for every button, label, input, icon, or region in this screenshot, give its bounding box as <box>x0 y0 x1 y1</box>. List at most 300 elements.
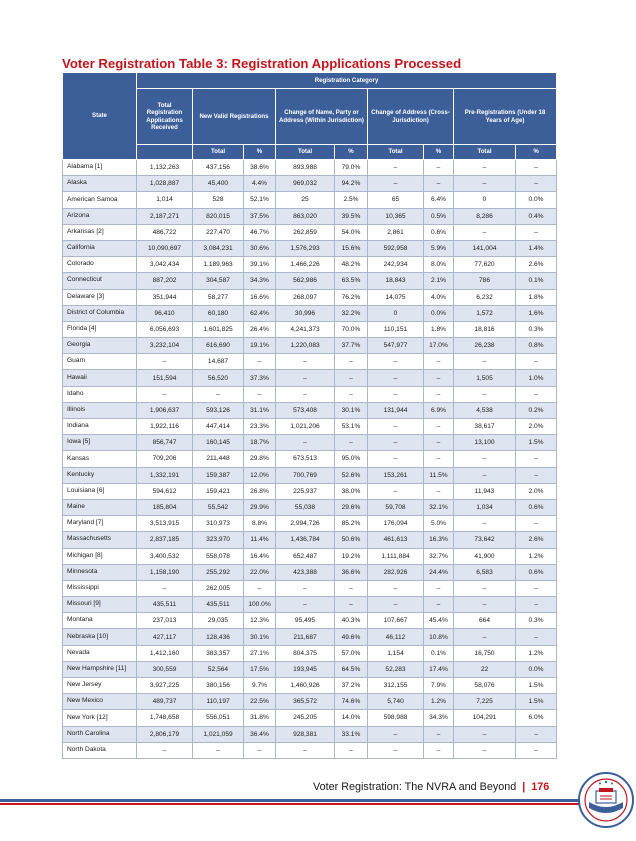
state-name-cell: Florida [4] <box>63 321 137 337</box>
state-name-cell: Guam <box>63 354 137 370</box>
value-cell: 0.2% <box>516 402 557 418</box>
value-cell: – <box>368 370 424 386</box>
value-cell: 76.2% <box>335 289 368 305</box>
value-cell: 12.3% <box>244 613 276 629</box>
value-cell: 22 <box>454 661 516 677</box>
value-cell: 5.0% <box>424 516 454 532</box>
value-cell: 820,015 <box>193 208 244 224</box>
table-row <box>63 499 557 515</box>
value-cell: 486,722 <box>137 224 193 240</box>
value-cell: – <box>516 354 557 370</box>
value-cell: 282,926 <box>368 564 424 580</box>
value-cell: 489,737 <box>137 694 193 710</box>
value-cell: 0.6% <box>516 499 557 515</box>
value-cell: – <box>516 451 557 467</box>
value-cell: 37.7% <box>335 338 368 354</box>
value-cell: 427,117 <box>137 629 193 645</box>
value-cell: – <box>424 597 454 613</box>
value-cell: 856,747 <box>137 435 193 451</box>
value-cell: 1.4% <box>516 240 557 256</box>
value-cell: 38.0% <box>335 483 368 499</box>
state-name-cell: District of Columbia <box>63 305 137 321</box>
value-cell: 19.1% <box>244 338 276 354</box>
value-cell: 1,021,206 <box>276 419 335 435</box>
value-cell: – <box>137 386 193 402</box>
value-cell: 558,078 <box>193 548 244 564</box>
value-cell: 39.5% <box>335 208 368 224</box>
value-cell: 1,576,293 <box>276 240 335 256</box>
value-cell: – <box>424 176 454 192</box>
value-cell: 1,111,884 <box>368 548 424 564</box>
state-name-cell: North Carolina <box>63 726 137 742</box>
subheader-change-pct: % <box>335 145 368 160</box>
value-cell: 262,859 <box>276 224 335 240</box>
table-row <box>63 419 557 435</box>
table-row <box>63 597 557 613</box>
table-row <box>63 467 557 483</box>
value-cell: 37.2% <box>335 678 368 694</box>
value-cell: – <box>454 516 516 532</box>
table-row <box>63 564 557 580</box>
table-row <box>63 548 557 564</box>
value-cell: 437,156 <box>193 160 244 176</box>
value-cell: 1.2% <box>424 694 454 710</box>
value-cell: 0.6% <box>516 564 557 580</box>
value-cell: 0.0% <box>516 192 557 208</box>
header-change-name: Change of Name, Party or Address (Within Jurisdiction) <box>276 89 368 145</box>
state-name-cell: Alabama [1] <box>63 160 137 176</box>
value-cell: – <box>454 160 516 176</box>
value-cell: 185,804 <box>137 499 193 515</box>
value-cell: 5,740 <box>368 694 424 710</box>
value-cell: 63.5% <box>335 273 368 289</box>
value-cell: 1.2% <box>516 548 557 564</box>
state-name-cell: Minnesota <box>63 564 137 580</box>
value-cell: 310,973 <box>193 516 244 532</box>
value-cell: 1.5% <box>516 435 557 451</box>
value-cell: – <box>276 435 335 451</box>
subheader-change-total: Total <box>276 145 335 160</box>
value-cell: – <box>368 176 424 192</box>
value-cell: 6.9% <box>424 402 454 418</box>
value-cell: 27.1% <box>244 645 276 661</box>
value-cell: 1.0% <box>516 370 557 386</box>
state-name-cell: Arizona <box>63 208 137 224</box>
value-cell: 32.1% <box>424 499 454 515</box>
value-cell: – <box>424 483 454 499</box>
value-cell: 1.8% <box>516 289 557 305</box>
value-cell: 1,014 <box>137 192 193 208</box>
table-row <box>63 483 557 499</box>
value-cell: 6,056,693 <box>137 321 193 337</box>
registration-table <box>62 72 557 759</box>
value-cell: 95,495 <box>276 613 335 629</box>
value-cell: 30,996 <box>276 305 335 321</box>
value-cell: 131,944 <box>368 402 424 418</box>
value-cell: – <box>454 629 516 645</box>
value-cell: 57.0% <box>335 645 368 661</box>
value-cell: 0 <box>454 192 516 208</box>
state-name-cell: Missouri [9] <box>63 597 137 613</box>
value-cell: 255,292 <box>193 564 244 580</box>
value-cell: 300,559 <box>137 661 193 677</box>
value-cell: 53.1% <box>335 419 368 435</box>
value-cell: 598,988 <box>368 710 424 726</box>
state-name-cell: Nebraska [10] <box>63 629 137 645</box>
value-cell: 30.1% <box>335 402 368 418</box>
value-cell: 107,667 <box>368 613 424 629</box>
value-cell: – <box>516 224 557 240</box>
state-name-cell: Idaho <box>63 386 137 402</box>
value-cell: 312,155 <box>368 678 424 694</box>
page-title: Voter Registration Table 3: Registration Applications Processed <box>62 56 462 71</box>
value-cell: 10,090,697 <box>137 240 193 256</box>
value-cell: – <box>516 742 557 758</box>
value-cell: – <box>276 370 335 386</box>
value-cell: 55,038 <box>276 499 335 515</box>
value-cell: 8,286 <box>454 208 516 224</box>
table-row <box>63 386 557 402</box>
value-cell: 96,410 <box>137 305 193 321</box>
value-cell: – <box>335 386 368 402</box>
value-cell: 60,180 <box>193 305 244 321</box>
state-name-cell: Maryland [7] <box>63 516 137 532</box>
state-name-cell: Iowa [5] <box>63 435 137 451</box>
state-name-cell: American Samoa <box>63 192 137 208</box>
value-cell: 2,806,179 <box>137 726 193 742</box>
value-cell: 37.3% <box>244 370 276 386</box>
value-cell: 26.4% <box>244 321 276 337</box>
value-cell: – <box>368 435 424 451</box>
table-row <box>63 613 557 629</box>
page-number: 176 <box>531 781 550 793</box>
value-cell: 56,520 <box>193 370 244 386</box>
value-cell: 4,241,373 <box>276 321 335 337</box>
table-row <box>63 742 557 758</box>
table-row <box>63 240 557 256</box>
state-name-cell: Hawaii <box>63 370 137 386</box>
value-cell: 79.0% <box>335 160 368 176</box>
value-cell: 10.8% <box>424 629 454 645</box>
value-cell: 29.8% <box>244 451 276 467</box>
page-footer <box>313 781 549 793</box>
footer-title: Voter Registration: The NVRA and Beyond <box>313 781 517 793</box>
value-cell: 54.0% <box>335 224 368 240</box>
value-cell: 11.4% <box>244 532 276 548</box>
value-cell: 29,035 <box>193 613 244 629</box>
table-row <box>63 338 557 354</box>
state-name-cell: Maine <box>63 499 137 515</box>
value-cell: – <box>454 580 516 596</box>
value-cell: 62.4% <box>244 305 276 321</box>
table-row <box>63 289 557 305</box>
subheader-address-total: Total <box>368 145 424 160</box>
value-cell: 34.3% <box>244 273 276 289</box>
value-cell: – <box>454 451 516 467</box>
value-cell: 423,388 <box>276 564 335 580</box>
value-cell: 50.6% <box>335 532 368 548</box>
value-cell: 593,126 <box>193 402 244 418</box>
value-cell: 365,572 <box>276 694 335 710</box>
value-cell: 52.1% <box>244 192 276 208</box>
state-name-cell: California <box>63 240 137 256</box>
table-row <box>63 532 557 548</box>
value-cell: 616,690 <box>193 338 244 354</box>
value-cell: 969,032 <box>276 176 335 192</box>
value-cell: 6.0% <box>516 710 557 726</box>
value-cell: – <box>368 742 424 758</box>
state-name-cell: Connecticut <box>63 273 137 289</box>
value-cell: 14,075 <box>368 289 424 305</box>
value-cell: – <box>516 516 557 532</box>
state-name-cell: Alaska <box>63 176 137 192</box>
value-cell: 176,094 <box>368 516 424 532</box>
value-cell: 804,375 <box>276 645 335 661</box>
value-cell: 46,112 <box>368 629 424 645</box>
state-name-cell: Indiana <box>63 419 137 435</box>
value-cell: 2,861 <box>368 224 424 240</box>
table-row <box>63 224 557 240</box>
value-cell: – <box>424 419 454 435</box>
state-name-cell: New Jersey <box>63 678 137 694</box>
table-row <box>63 516 557 532</box>
value-cell: 8.8% <box>244 516 276 532</box>
value-cell: – <box>276 354 335 370</box>
value-cell: 0.0% <box>516 661 557 677</box>
value-cell: 0.5% <box>424 208 454 224</box>
value-cell: 7.9% <box>424 678 454 694</box>
subheader-address-pct: % <box>424 145 454 160</box>
value-cell: – <box>516 580 557 596</box>
value-cell: – <box>244 386 276 402</box>
value-cell: 2.0% <box>516 483 557 499</box>
value-cell: 1,158,190 <box>137 564 193 580</box>
value-cell: – <box>368 354 424 370</box>
value-cell: 32.7% <box>424 548 454 564</box>
state-name-cell: Kentucky <box>63 467 137 483</box>
value-cell: 0.6% <box>424 224 454 240</box>
table-row <box>63 370 557 386</box>
value-cell: – <box>424 386 454 402</box>
value-cell: 1,505 <box>454 370 516 386</box>
table-row <box>63 710 557 726</box>
value-cell: 447,414 <box>193 419 244 435</box>
value-cell: 14,687 <box>193 354 244 370</box>
value-cell: 6,583 <box>454 564 516 580</box>
state-name-cell: Mississippi <box>63 580 137 596</box>
value-cell: – <box>368 386 424 402</box>
value-cell: – <box>424 435 454 451</box>
value-cell: 2,187,271 <box>137 208 193 224</box>
value-cell: 16.6% <box>244 289 276 305</box>
value-cell: 19.2% <box>335 548 368 564</box>
table-row <box>63 580 557 596</box>
table-body <box>63 160 557 759</box>
value-cell: 245,205 <box>276 710 335 726</box>
value-cell: 94.2% <box>335 176 368 192</box>
value-cell: 9.7% <box>244 678 276 694</box>
header-change-address: Change of Address (Cross-Jurisdiction) <box>368 89 454 145</box>
value-cell: 863,020 <box>276 208 335 224</box>
value-cell: 0.0% <box>424 305 454 321</box>
value-cell: 3,927,225 <box>137 678 193 694</box>
value-cell: 24.4% <box>424 564 454 580</box>
value-cell: 100.0% <box>244 597 276 613</box>
value-cell: – <box>424 160 454 176</box>
value-cell: – <box>424 580 454 596</box>
value-cell: 1,034 <box>454 499 516 515</box>
value-cell: 0 <box>368 305 424 321</box>
value-cell: – <box>244 580 276 596</box>
value-cell: 1,028,887 <box>137 176 193 192</box>
table-row <box>63 645 557 661</box>
value-cell: 1,412,160 <box>137 645 193 661</box>
value-cell: – <box>424 726 454 742</box>
value-cell: 1,601,825 <box>193 321 244 337</box>
value-cell: – <box>193 386 244 402</box>
table-row <box>63 678 557 694</box>
value-cell: 30.6% <box>244 240 276 256</box>
value-cell: – <box>424 451 454 467</box>
value-cell: 11,943 <box>454 483 516 499</box>
value-cell: 652,487 <box>276 548 335 564</box>
table-row <box>63 160 557 176</box>
value-cell: 49.6% <box>335 629 368 645</box>
value-cell: 1,332,191 <box>137 467 193 483</box>
value-cell: 38.6% <box>244 160 276 176</box>
value-cell: 3,513,915 <box>137 516 193 532</box>
value-cell: – <box>276 580 335 596</box>
table-row <box>63 176 557 192</box>
value-cell: – <box>335 354 368 370</box>
value-cell: 3,084,231 <box>193 240 244 256</box>
header-registration-category: Registration Category <box>137 73 557 89</box>
value-cell: – <box>424 354 454 370</box>
value-cell: 10,365 <box>368 208 424 224</box>
value-cell: – <box>368 160 424 176</box>
value-cell: 12.0% <box>244 467 276 483</box>
table-row <box>63 257 557 273</box>
value-cell: – <box>424 742 454 758</box>
value-cell: 45,400 <box>193 176 244 192</box>
value-cell: 1,189,963 <box>193 257 244 273</box>
footer-separator: | <box>522 781 526 793</box>
value-cell: 3,232,104 <box>137 338 193 354</box>
value-cell: 55,542 <box>193 499 244 515</box>
value-cell: – <box>137 580 193 596</box>
table-row <box>63 321 557 337</box>
value-cell: – <box>454 224 516 240</box>
value-cell: 1,154 <box>368 645 424 661</box>
value-cell: 18,816 <box>454 321 516 337</box>
value-cell: 74.6% <box>335 694 368 710</box>
value-cell: – <box>454 176 516 192</box>
state-name-cell: Louisiana [6] <box>63 483 137 499</box>
value-cell: 15.6% <box>335 240 368 256</box>
value-cell: 141,004 <box>454 240 516 256</box>
value-cell: 4.4% <box>244 176 276 192</box>
value-cell: – <box>368 419 424 435</box>
table-row <box>63 435 557 451</box>
value-cell: 14.0% <box>335 710 368 726</box>
state-name-cell: North Dakota <box>63 742 137 758</box>
registration-table-container <box>62 72 556 759</box>
value-cell: – <box>516 726 557 742</box>
value-cell: 887,202 <box>137 273 193 289</box>
value-cell: 268,097 <box>276 289 335 305</box>
table-row <box>63 661 557 677</box>
value-cell: 193,945 <box>276 661 335 677</box>
value-cell: 2,837,185 <box>137 532 193 548</box>
value-cell: 461,613 <box>368 532 424 548</box>
value-cell: 211,448 <box>193 451 244 467</box>
value-cell: 6,232 <box>454 289 516 305</box>
value-cell: 52,283 <box>368 661 424 677</box>
value-cell: 37.5% <box>244 208 276 224</box>
footer-rule-red <box>0 803 580 805</box>
value-cell: 29.6% <box>335 499 368 515</box>
value-cell: 383,357 <box>193 645 244 661</box>
value-cell: 26,238 <box>454 338 516 354</box>
value-cell: – <box>516 160 557 176</box>
value-cell: 39.1% <box>244 257 276 273</box>
value-cell: – <box>516 597 557 613</box>
value-cell: 1,220,083 <box>276 338 335 354</box>
value-cell: – <box>368 597 424 613</box>
value-cell: 2.1% <box>424 273 454 289</box>
table-row <box>63 726 557 742</box>
state-name-cell: Illinois <box>63 402 137 418</box>
value-cell: 0.3% <box>516 613 557 629</box>
footer-rule-blue <box>0 799 580 802</box>
state-name-cell: Massachusetts <box>63 532 137 548</box>
table-row <box>63 694 557 710</box>
value-cell: 5.9% <box>424 240 454 256</box>
value-cell: 32.2% <box>335 305 368 321</box>
header-state: State <box>63 73 137 160</box>
state-name-cell: Nevada <box>63 645 137 661</box>
value-cell: 562,986 <box>276 273 335 289</box>
value-cell: 7,225 <box>454 694 516 710</box>
value-cell: 34.3% <box>424 710 454 726</box>
value-cell: 435,511 <box>193 597 244 613</box>
value-cell: – <box>368 483 424 499</box>
state-name-cell: New York [12] <box>63 710 137 726</box>
header-received-blank <box>137 145 193 160</box>
value-cell: 528 <box>193 192 244 208</box>
value-cell: – <box>454 354 516 370</box>
value-cell: 262,005 <box>193 580 244 596</box>
value-cell: 31.1% <box>244 402 276 418</box>
value-cell: – <box>454 597 516 613</box>
value-cell: 45.4% <box>424 613 454 629</box>
value-cell: – <box>368 451 424 467</box>
state-name-cell: Arkansas [2] <box>63 224 137 240</box>
value-cell: 11.5% <box>424 467 454 483</box>
value-cell: 22.0% <box>244 564 276 580</box>
value-cell: – <box>137 742 193 758</box>
state-name-cell: Montana <box>63 613 137 629</box>
value-cell: – <box>454 386 516 402</box>
value-cell: 52.6% <box>335 467 368 483</box>
value-cell: 95.0% <box>335 451 368 467</box>
subheader-new-total: Total <box>193 145 244 160</box>
value-cell: 435,511 <box>137 597 193 613</box>
value-cell: 29.9% <box>244 499 276 515</box>
value-cell: 26.8% <box>244 483 276 499</box>
value-cell: 211,687 <box>276 629 335 645</box>
value-cell: 700,769 <box>276 467 335 483</box>
